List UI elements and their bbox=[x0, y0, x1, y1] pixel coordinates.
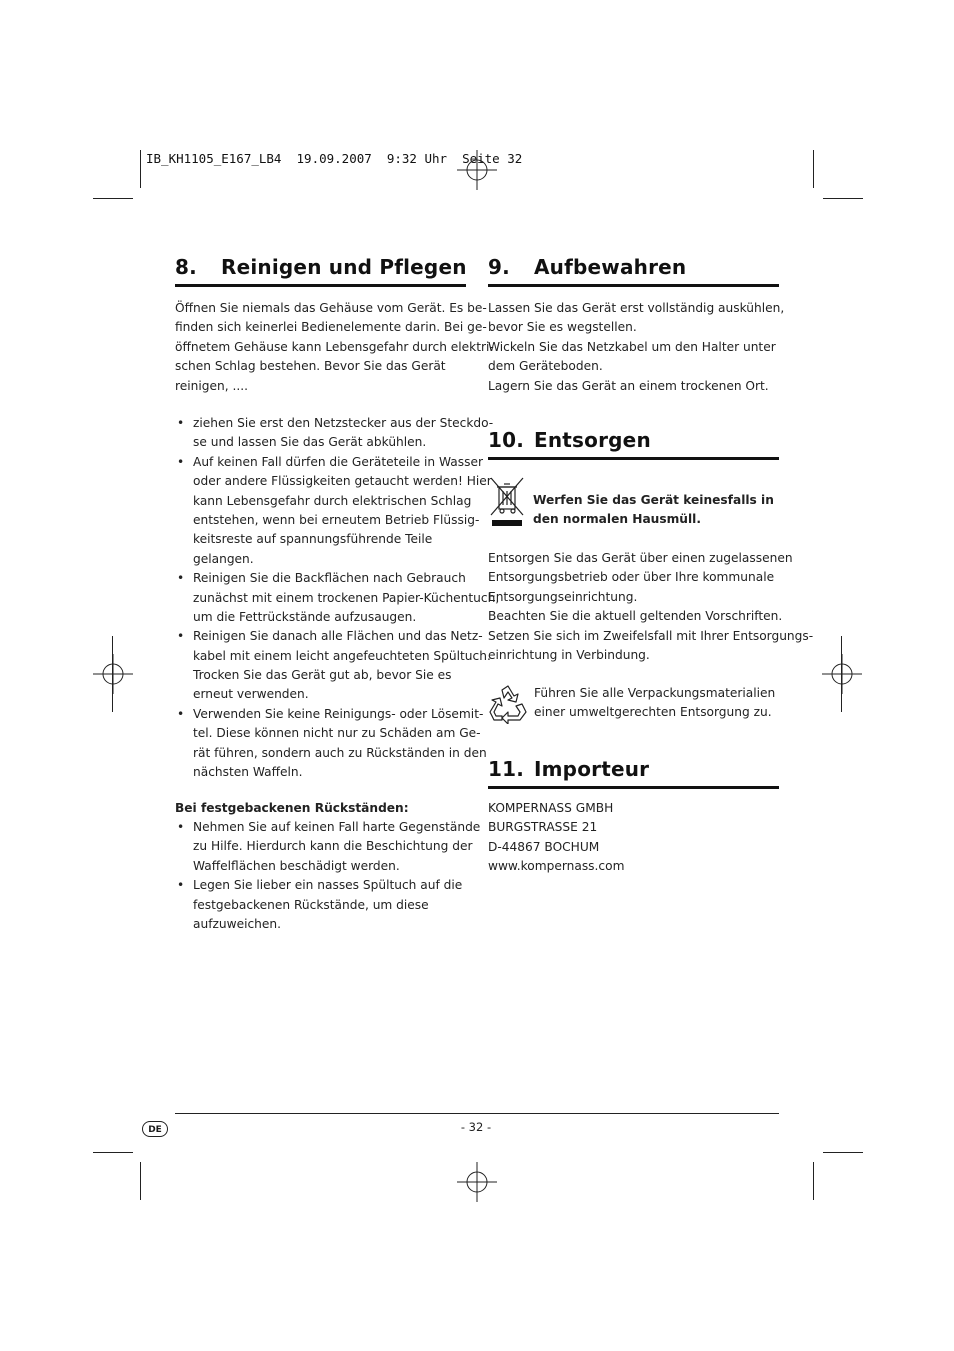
text-line: Lagern Sie das Gerät an einem trockenen Ort. bbox=[488, 378, 769, 393]
crop-mark bbox=[112, 636, 113, 712]
section-11-heading bbox=[488, 757, 649, 781]
text-line: öffnetem Gehäuse kann Lebensgefahr durch elektri- bbox=[175, 339, 494, 354]
bullet-icon: • bbox=[177, 706, 185, 721]
text-line: Setzen Sie sich im Zweifelsfall mit Ihrer Entsorgungs- bbox=[488, 628, 814, 643]
crop-mark bbox=[93, 198, 133, 199]
text-line: festgebackenen Rückstände, um diese bbox=[193, 897, 429, 912]
bullet-icon: • bbox=[177, 416, 185, 430]
section-9-heading bbox=[488, 255, 686, 279]
registration-mark-icon bbox=[457, 150, 497, 190]
heading-rule bbox=[488, 457, 779, 460]
text-line: KOMPERNASS GMBH bbox=[488, 801, 614, 815]
text-line: dem Geräteboden. bbox=[488, 359, 603, 374]
section-8-heading bbox=[175, 255, 467, 279]
recycle-note bbox=[534, 684, 775, 723]
crop-mark bbox=[813, 150, 814, 188]
section-9-text bbox=[488, 299, 784, 396]
text-line: Reinigen Sie danach alle Flächen und das Netz- bbox=[193, 629, 483, 644]
text-line: den normalen Hausmüll. bbox=[533, 512, 701, 527]
text-line: Legen Sie lieber ein nasses Spültuch auf die bbox=[193, 878, 463, 893]
list-item bbox=[175, 818, 480, 876]
language-badge: DE bbox=[142, 1121, 168, 1137]
bullet-icon: • bbox=[177, 878, 185, 893]
text-line: Werfen Sie das Gerät keinesfalls in bbox=[533, 493, 774, 507]
section-title: Entsorgen bbox=[534, 428, 651, 452]
text-line: tel. Diese können nicht nur zu Schäden am Ge- bbox=[193, 726, 481, 741]
registration-mark-icon bbox=[457, 1162, 497, 1202]
disposal-warning bbox=[533, 491, 774, 530]
text-line: keitsreste auf spannungsführende Teile bbox=[193, 532, 433, 547]
text-line: Auf keinen Fall dürfen die Geräteteile in Wasser bbox=[193, 454, 483, 469]
list-item bbox=[175, 453, 499, 569]
section-8-intro bbox=[175, 299, 494, 396]
text-line: einrichtung in Verbindung. bbox=[488, 647, 650, 662]
text-line: finden sich keinerlei Bedienelemente darin. Bei ge- bbox=[175, 320, 487, 335]
text-line: Entsorgungseinrichtung. bbox=[488, 589, 638, 604]
page-number: - 32 - bbox=[460, 1120, 492, 1134]
section-number: 10. bbox=[488, 428, 525, 452]
crop-mark bbox=[841, 636, 842, 712]
section-title: Aufbewahren bbox=[534, 255, 687, 279]
crop-mark bbox=[93, 1152, 133, 1153]
text-line: zu Hilfe. Hierdurch kann die Beschichtung der bbox=[193, 839, 473, 854]
crossed-out-wheelie-bin-icon bbox=[489, 475, 525, 529]
text-line: erneut verwenden. bbox=[193, 687, 309, 702]
crop-mark bbox=[823, 198, 863, 199]
crop-mark bbox=[140, 1162, 141, 1200]
text-line: zunächst mit einem trockenen Papier-Küchentuch, bbox=[193, 590, 500, 605]
list-item bbox=[175, 414, 499, 453]
text-line: D-44867 BOCHUM bbox=[488, 839, 600, 854]
text-line: Beachten Sie die aktuell geltenden Vorschriften. bbox=[488, 609, 783, 624]
crop-mark bbox=[813, 1162, 814, 1200]
recycling-arrows-icon bbox=[488, 684, 528, 724]
section-8-bullet-list bbox=[175, 414, 499, 782]
text-line: Reinigen Sie die Backflächen nach Gebrauch bbox=[193, 571, 466, 586]
bullet-icon: • bbox=[177, 629, 185, 644]
subheading: Bei festgebackenen Rückständen: bbox=[175, 801, 409, 815]
text-line: aufzuweichen. bbox=[193, 916, 281, 931]
text-line: entstehen, wenn bei erneutem Betrieb Flüssig- bbox=[193, 512, 480, 527]
importer-address bbox=[488, 799, 624, 877]
crop-mark bbox=[823, 1152, 863, 1153]
text-line: kabel mit einem leicht angefeuchteten Spültuch. bbox=[193, 648, 491, 663]
text-line: Führen Sie alle Verpackungsmaterialien bbox=[534, 686, 776, 700]
bullet-icon: • bbox=[177, 454, 185, 469]
section-number: 9. bbox=[488, 255, 510, 279]
text-line: Trocken Sie das Gerät gut ab, bevor Sie es bbox=[193, 668, 452, 683]
section-number: 11. bbox=[488, 757, 525, 781]
registration-mark-icon bbox=[822, 654, 862, 694]
text-line: reinigen, .... bbox=[175, 378, 248, 393]
bullet-icon: • bbox=[177, 820, 185, 834]
text-line: um die Fettrückstände aufzusaugen. bbox=[193, 609, 417, 624]
text-line: se und lassen Sie das Gerät abkühlen. bbox=[193, 435, 427, 450]
text-line: einer umweltgerechten Entsorgung zu. bbox=[534, 705, 772, 720]
text-line: kann Lebensgefahr durch elektrischen Schlag bbox=[193, 493, 472, 508]
footer-rule bbox=[175, 1113, 779, 1114]
heading-rule bbox=[175, 284, 466, 287]
list-item bbox=[175, 876, 480, 934]
text-line: Entsorgungsbetrieb oder über Ihre kommunale bbox=[488, 570, 775, 585]
text-line: gelangen. bbox=[193, 551, 254, 566]
text-line: www.kompernass.com bbox=[488, 859, 625, 874]
text-line: nächsten Waffeln. bbox=[193, 765, 303, 780]
section-8-bullet-list-2 bbox=[175, 818, 480, 934]
section-title: Reinigen und Pflegen bbox=[221, 255, 467, 279]
text-line: BURGSTRASSE 21 bbox=[488, 820, 598, 835]
text-line: Entsorgen Sie das Gerät über einen zugelassenen bbox=[488, 551, 793, 565]
text-line: Wickeln Sie das Netzkabel um den Halter unter bbox=[488, 339, 776, 354]
print-slug: IB_KH1105_E167_LB4 19.09.2007 9:32 Uhr Seite 32 bbox=[146, 151, 523, 166]
text-line: Öffnen Sie niemals das Gehäuse vom Gerät. Es be- bbox=[175, 301, 487, 315]
text-line: Verwenden Sie keine Reinigungs- oder Lösemit- bbox=[193, 706, 484, 721]
text-line: bevor Sie es wegstellen. bbox=[488, 320, 637, 335]
section-10-text bbox=[488, 549, 813, 665]
text-line: Nehmen Sie auf keinen Fall harte Gegenstände bbox=[193, 820, 481, 834]
heading-rule bbox=[488, 786, 779, 789]
text-line: oder andere Flüssigkeiten getaucht werden! Hier bbox=[193, 474, 492, 489]
text-line: rät führen, sondern auch zu Rückständen in den bbox=[193, 745, 487, 760]
bullet-icon: • bbox=[177, 571, 185, 586]
section-title: Importeur bbox=[534, 757, 650, 781]
heading-rule bbox=[488, 284, 779, 287]
list-item bbox=[175, 627, 499, 705]
registration-mark-icon bbox=[93, 654, 133, 694]
crop-mark bbox=[140, 150, 141, 188]
text-line: ziehen Sie erst den Netzstecker aus der Steckdo- bbox=[193, 416, 494, 430]
text-line: schen Schlag bestehen. Bevor Sie das Gerät bbox=[175, 359, 446, 374]
list-item bbox=[175, 569, 499, 627]
text-line: Lassen Sie das Gerät erst vollständig auskühlen, bbox=[488, 301, 785, 315]
text-line: Waffelflächen beschädigt werden. bbox=[193, 858, 400, 873]
section-number: 8. bbox=[175, 255, 197, 279]
list-item bbox=[175, 705, 499, 783]
section-10-heading bbox=[488, 428, 651, 452]
